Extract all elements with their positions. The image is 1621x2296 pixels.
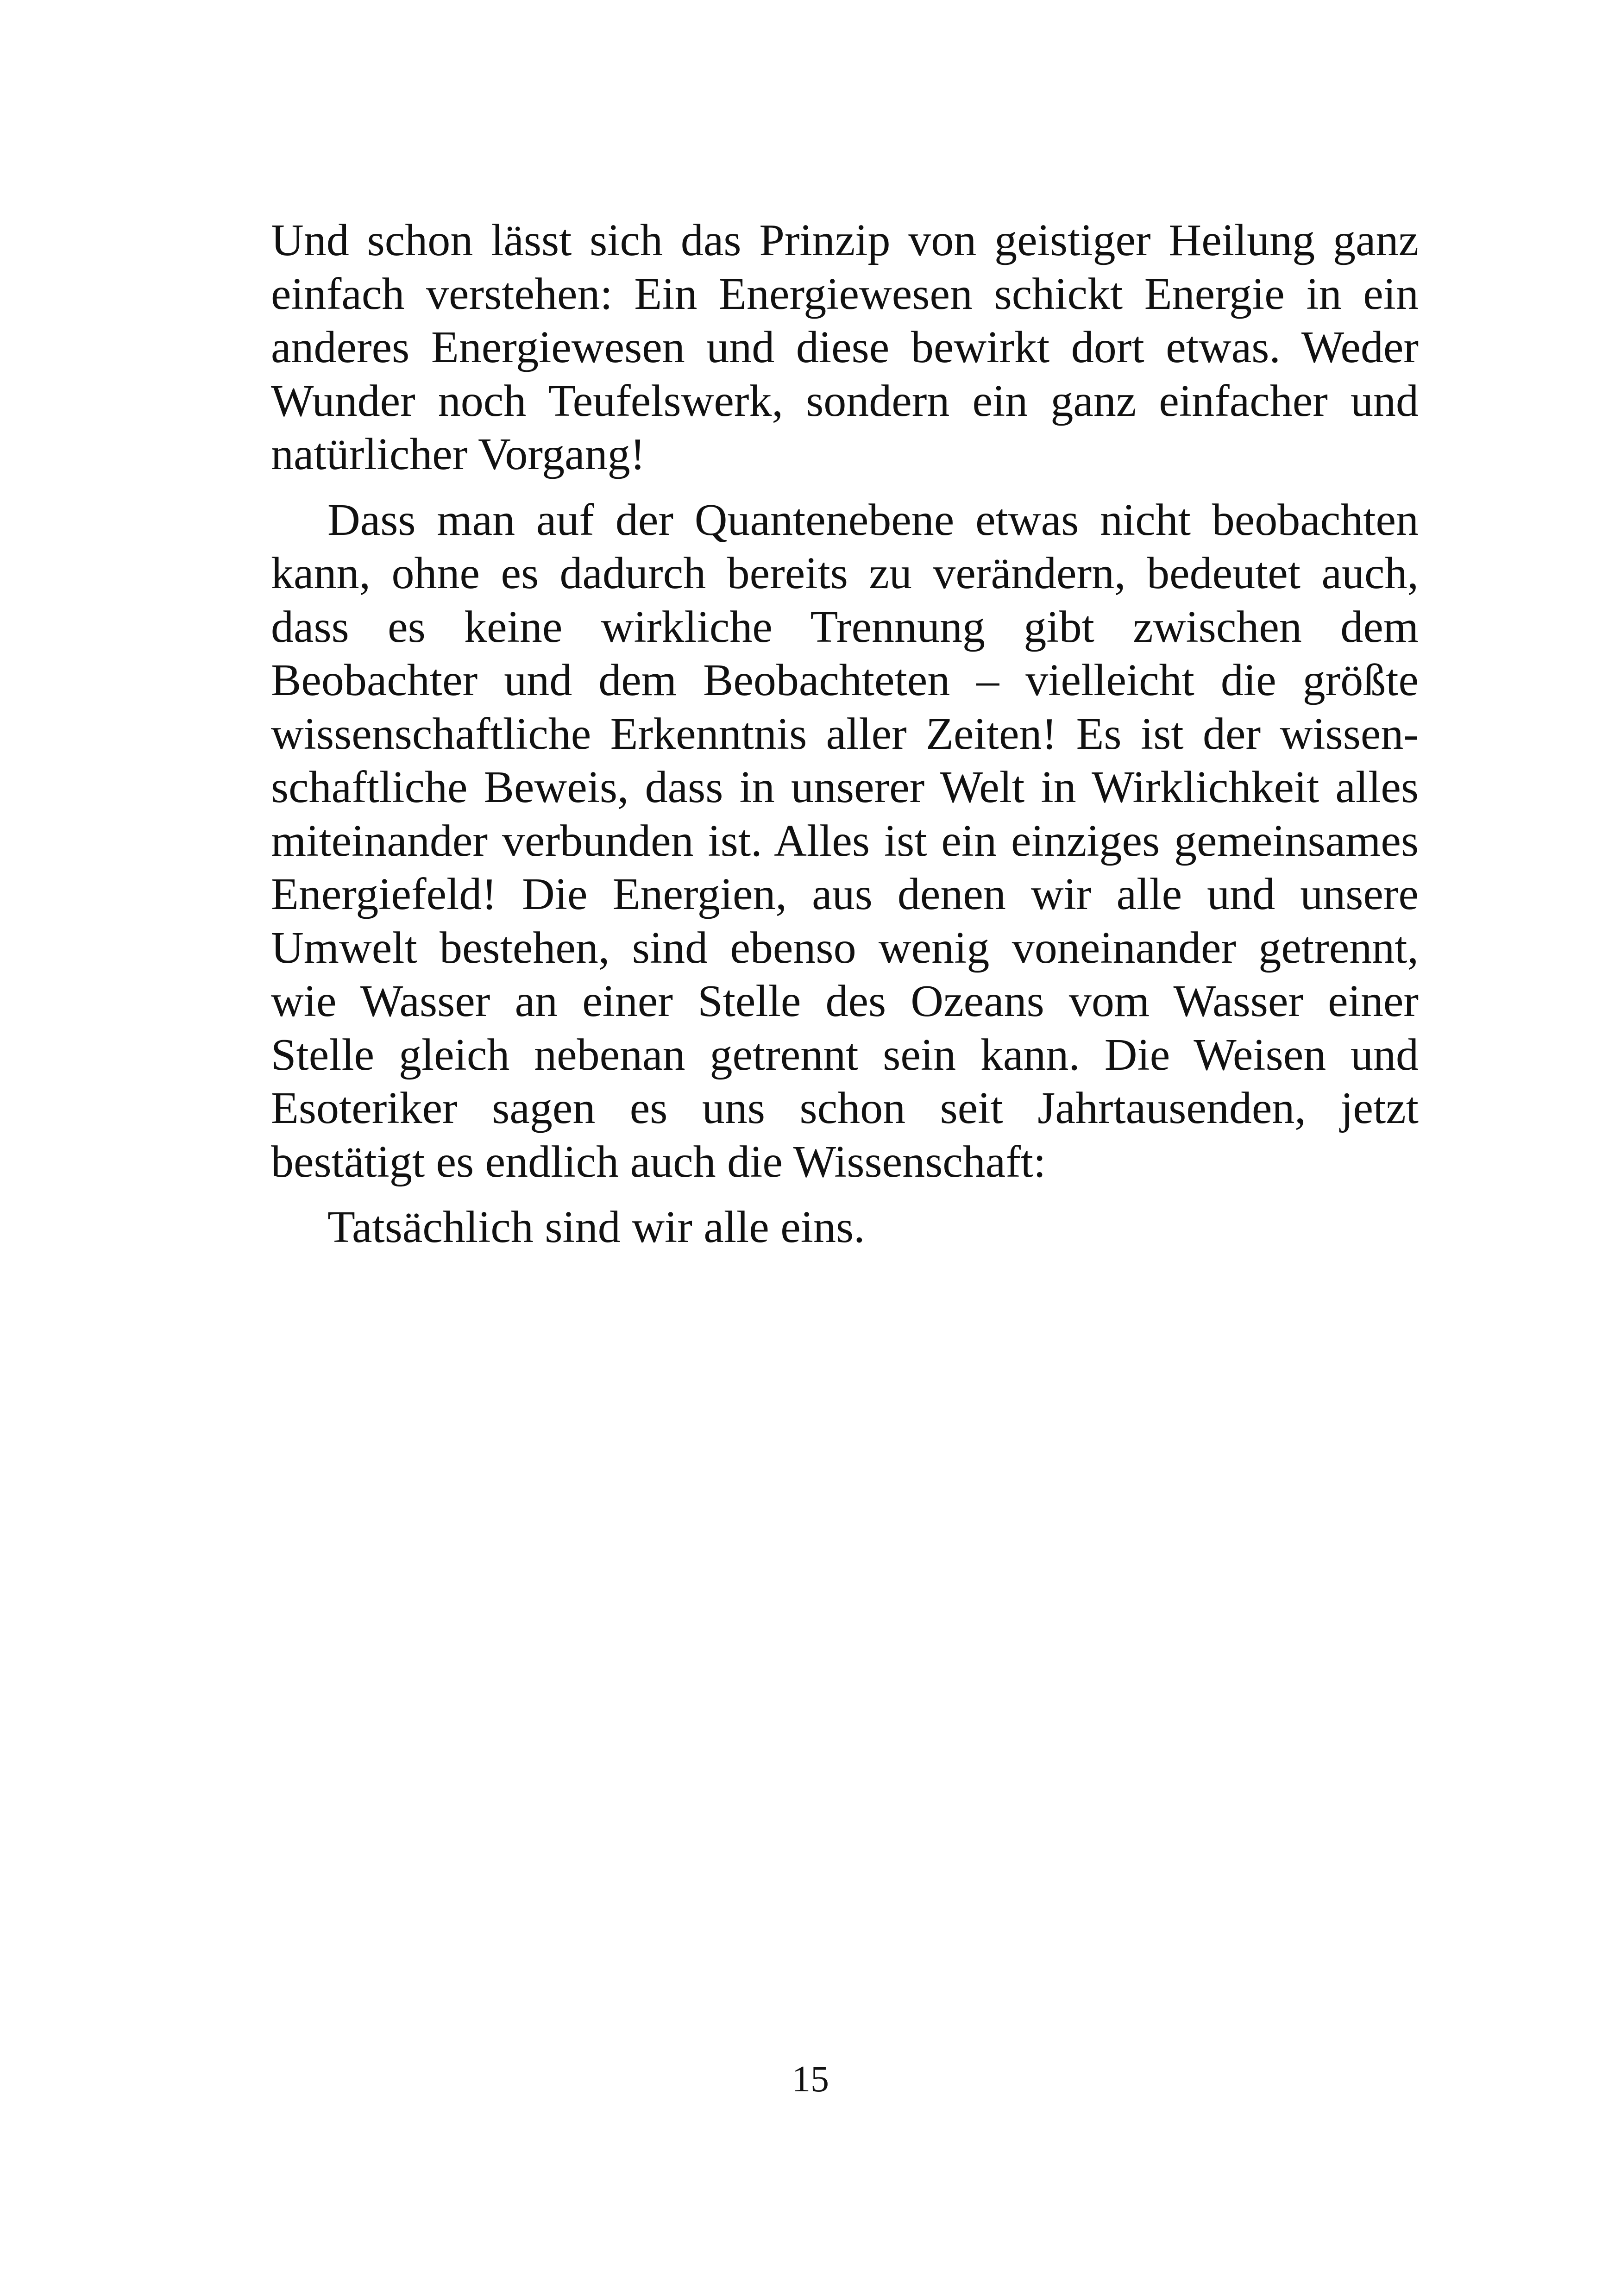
- text-line: natürlicher Vorgang!: [271, 429, 646, 479]
- paragraph-1: [271, 214, 1419, 482]
- paragraph-2: [271, 494, 1419, 1189]
- text-line: bestätigt es endlich auch die Wissenschaft:: [271, 1136, 1046, 1187]
- text-line: Energiefeld! Die Energien, aus denen wir alle und unsere: [271, 869, 1419, 919]
- text-line: Esoteriker sagen es uns schon seit Jahrtausenden, jetzt: [271, 1083, 1419, 1133]
- text-line: schaftliche Beweis, dass in unserer Welt in Wirklichkeit alles: [271, 762, 1419, 812]
- text-line: wissenschaftliche Erkenntnis aller Zeiten! Es ist der wissen-: [271, 709, 1419, 759]
- text-line: dass es keine wirkliche Trennung gibt zwischen dem: [271, 602, 1419, 652]
- body-text: [271, 214, 1419, 1255]
- text-line: Wunder noch Teufelswerk, sondern ein ganz einfacher und: [271, 376, 1419, 426]
- text-line: Beobachter und dem Beobachteten – vielleicht die größte: [271, 655, 1419, 705]
- text-line: Tatsächlich sind wir alle eins.: [327, 1202, 865, 1252]
- page-number: 15: [792, 2059, 829, 2100]
- text-line: Stelle gleich nebenan getrennt sein kann. Die Weisen und: [271, 1029, 1419, 1080]
- text-line: wie Wasser an einer Stelle des Ozeans vom Wasser einer: [271, 976, 1419, 1026]
- text-line: Dass man auf der Quantenebene etwas nicht beobachten: [327, 495, 1419, 545]
- text-line: einfach verstehen: Ein Energiewesen schickt Energie in ein: [271, 269, 1419, 319]
- text-line: anderes Energiewesen und diese bewirkt dort etwas. Weder: [271, 322, 1419, 372]
- paragraph-3: [271, 1201, 1419, 1255]
- text-line: Und schon lässt sich das Prinzip von geistiger Heilung ganz: [271, 215, 1419, 265]
- text-line: Umwelt bestehen, sind ebenso wenig voneinander getrennt,: [271, 922, 1419, 973]
- text-line: kann, ohne es dadurch bereits zu verändern, bedeutet auch,: [271, 548, 1419, 598]
- text-line: miteinander verbunden ist. Alles ist ein einziges gemeinsames: [271, 816, 1419, 866]
